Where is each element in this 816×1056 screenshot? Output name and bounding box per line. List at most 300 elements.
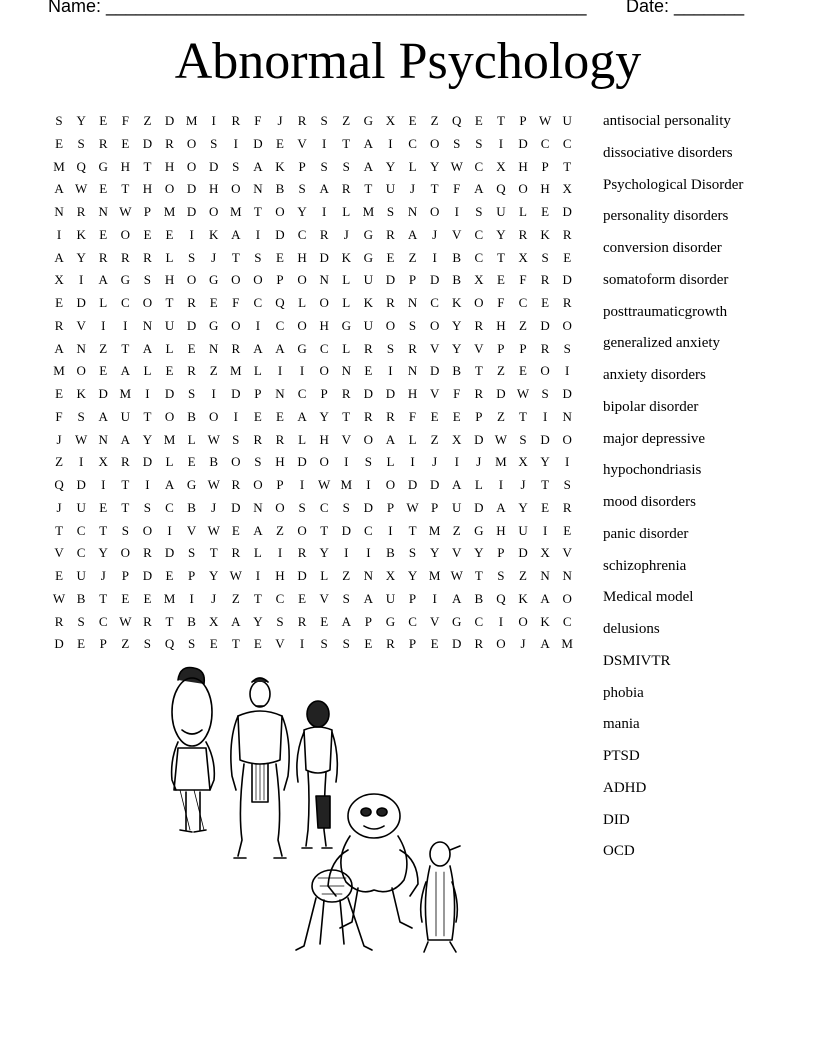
word-list-item: Medical model [603, 589, 694, 606]
grid-letter: V [562, 545, 572, 561]
grid-letter: G [452, 613, 462, 629]
grid-letter: O [518, 181, 528, 197]
grid-letter: T [121, 181, 130, 197]
grid-letter: D [562, 272, 572, 288]
grid-letter: P [187, 568, 196, 583]
grid-letter: A [231, 226, 241, 242]
grid-letter: E [276, 135, 284, 151]
grid-letter: O [253, 477, 263, 492]
grid-letter: P [519, 113, 527, 128]
grid-letter: T [209, 545, 218, 561]
grid-letter: A [253, 340, 263, 356]
grid-letter: S [541, 386, 549, 401]
grid-letter: R [98, 249, 108, 265]
grid-letter: I [101, 317, 106, 333]
grid-letter: M [185, 113, 198, 128]
grid-letter: E [165, 363, 174, 379]
grid-letter: E [430, 636, 439, 652]
grid-letter: J [211, 590, 217, 606]
word-list-item: mood disorders [603, 494, 696, 510]
grid-letter: K [363, 295, 374, 310]
grid-letter: D [407, 477, 418, 492]
grid-letter: K [540, 613, 550, 629]
grid-letter: T [342, 408, 351, 424]
grid-letter: S [497, 568, 505, 583]
grid-letter: P [519, 340, 527, 356]
grid-letter: H [319, 317, 329, 333]
grid-letter: D [275, 226, 285, 242]
grid-letter: T [519, 408, 527, 424]
grid-letter: H [275, 454, 285, 470]
grid-letter: A [120, 431, 131, 447]
grid-letter: N [407, 363, 418, 379]
grid-letter: D [341, 522, 351, 538]
grid-letter: R [231, 340, 241, 356]
grid-letter: T [121, 499, 130, 515]
grid-letter: Y [297, 204, 307, 219]
grid-letter: D [231, 499, 241, 515]
grid-letter: D [429, 477, 440, 492]
grid-letter: I [410, 454, 415, 470]
grid-letter: G [209, 317, 219, 333]
grid-letter: S [143, 272, 152, 288]
grid-letter: D [253, 135, 263, 151]
grid-letter: V [341, 431, 351, 447]
page-title: Abnormal Psychology [174, 33, 642, 90]
grid-letter: N [407, 295, 418, 310]
grid-letter: I [56, 226, 62, 242]
grid-letter: D [562, 204, 572, 219]
grid-letter: W [538, 113, 552, 128]
grid-letter: P [121, 568, 129, 583]
grid-letter: S [320, 158, 328, 174]
grid-letter: A [231, 613, 241, 629]
grid-letter: P [541, 158, 549, 174]
grid-letter: C [562, 135, 572, 151]
grid-letter: C [518, 295, 528, 310]
grid-letter: C [165, 499, 174, 515]
grid-letter: O [164, 181, 175, 197]
grid-letter: Z [452, 522, 461, 538]
grid-letter: C [253, 295, 263, 310]
word-list-item: anxiety disorders [603, 367, 706, 383]
grid-letter: E [99, 226, 108, 242]
grid-letter: R [341, 181, 351, 197]
penguin-figure [421, 842, 460, 952]
grid-letter: M [163, 431, 176, 447]
grid-letter: L [253, 363, 262, 379]
grid-letter: S [187, 545, 196, 561]
grid-letter: U [76, 499, 86, 515]
grid-letter: H [540, 181, 550, 197]
grid-letter: I [299, 636, 305, 652]
grid-letter: I [322, 204, 327, 219]
grid-letter: Q [496, 181, 506, 197]
grid-letter: Y [429, 158, 440, 174]
grid-letter: P [143, 204, 152, 219]
grid-letter: R [297, 613, 307, 629]
grid-letter: Z [276, 522, 284, 538]
grid-letter: S [408, 545, 417, 561]
grid-letter: L [165, 454, 174, 470]
grid-letter: R [231, 477, 241, 492]
grid-letter: L [386, 454, 395, 470]
grid-letter: F [453, 181, 461, 197]
grid-letter: H [164, 272, 175, 288]
grid-letter: D [540, 317, 550, 333]
grid-letter: P [99, 636, 107, 652]
grid-letter: H [142, 181, 153, 197]
grid-letter: S [342, 636, 350, 652]
word-list [603, 109, 743, 871]
grid-letter: C [408, 613, 417, 629]
grid-letter: I [255, 317, 261, 333]
grid-letter: Q [54, 477, 64, 492]
grid-letter: L [519, 204, 527, 219]
grid-letter: I [145, 477, 150, 492]
grid-letter: H [275, 568, 285, 583]
grid-letter: R [253, 431, 263, 447]
grid-letter: Y [429, 545, 440, 561]
grid-letter: O [231, 272, 241, 288]
grid-letter: R [540, 340, 550, 356]
grid-letter: B [452, 249, 462, 265]
grid-letter: E [430, 408, 439, 424]
grid-letter: L [165, 249, 174, 265]
grid-letter: I [145, 386, 150, 401]
grid-letter: N [562, 408, 572, 424]
word-list-item: panic disorder [603, 525, 689, 542]
grid-letter: N [142, 317, 153, 333]
grid-letter: T [231, 636, 240, 652]
grid-letter: D [518, 135, 528, 151]
grid-letter: I [189, 590, 194, 606]
grid-letter: U [518, 522, 528, 538]
word-list-item: personality disorders [603, 208, 729, 225]
grid-letter: J [211, 249, 217, 265]
grid-letter: O [275, 499, 285, 515]
grid-letter: M [340, 477, 353, 492]
grid-letter: V [452, 545, 462, 561]
grid-letter: G [363, 113, 374, 128]
grid-letter: B [187, 408, 196, 424]
grid-letter: X [385, 113, 396, 128]
grid-letter: N [341, 363, 351, 379]
grid-letter: A [275, 340, 285, 356]
grid-letter: A [164, 477, 175, 492]
grid-letter: S [187, 249, 196, 265]
grid-letter: P [276, 272, 284, 288]
grid-letter: E [121, 135, 130, 151]
grid-letter: M [163, 590, 176, 606]
grid-letter: I [565, 454, 570, 470]
letter-grid [48, 110, 578, 656]
grid-letter: V [319, 590, 329, 606]
grid-letter: Y [496, 226, 506, 242]
grid-letter: T [55, 522, 64, 538]
grid-letter: U [452, 499, 462, 515]
grid-letter: B [187, 613, 196, 629]
grid-letter: D [319, 249, 329, 265]
grid-letter: S [77, 408, 85, 424]
grid-letter: A [540, 590, 550, 606]
grid-letter: R [386, 636, 395, 652]
grid-letter: H [297, 249, 307, 265]
grid-letter: S [475, 135, 483, 151]
grid-letter: T [99, 522, 108, 538]
grid-letter: R [319, 226, 329, 242]
grid-letter: W [450, 158, 463, 174]
grid-letter: G [297, 340, 307, 356]
grid-letter: A [474, 181, 484, 197]
grid-letter: Z [342, 568, 351, 583]
grid-letter: C [364, 522, 373, 538]
grid-letter: E [165, 226, 174, 242]
grid-letter: V [429, 613, 440, 629]
grid-letter: Z [231, 590, 240, 606]
grid-letter: J [211, 499, 217, 515]
grid-letter: F [519, 272, 527, 288]
grid-letter: A [540, 636, 550, 652]
word-list-item: bipolar disorder [603, 398, 699, 415]
grid-letter: J [56, 499, 62, 515]
grid-letter: T [165, 295, 174, 310]
loincloth-figure [231, 678, 289, 858]
grid-letter: A [363, 158, 374, 174]
grid-letter: B [452, 363, 462, 379]
grid-letter: Y [518, 499, 528, 515]
grid-letter: H [319, 431, 329, 447]
grid-letter: O [319, 295, 329, 310]
grid-letter: O [120, 545, 131, 561]
grid-letter: I [366, 477, 371, 492]
grid-letter: E [276, 249, 284, 265]
grid-letter: U [385, 181, 396, 197]
grid-letter: S [541, 249, 549, 265]
grid-letter: N [540, 568, 550, 583]
grid-letter: X [496, 158, 506, 174]
grid-letter: C [562, 613, 572, 629]
grid-letter: G [474, 522, 484, 538]
grid-letter: Y [452, 340, 462, 356]
grid-letter: M [428, 568, 441, 583]
grid-letter: H [164, 158, 175, 174]
grid-letter: M [362, 204, 375, 219]
grid-letter: Z [408, 249, 417, 265]
grid-letter: S [232, 158, 240, 174]
grid-letter: I [101, 477, 106, 492]
grid-letter: Y [474, 545, 484, 561]
grid-letter: F [408, 408, 417, 424]
grid-letter: W [207, 522, 220, 538]
grid-letter: F [497, 295, 505, 310]
grid-letter: P [320, 386, 328, 401]
grid-letter: T [474, 568, 483, 583]
grid-letter: O [474, 295, 484, 310]
grid-letter: L [298, 431, 307, 447]
grid-letter: D [164, 113, 175, 128]
grid-letter: O [231, 454, 241, 470]
grid-letter: E [121, 590, 130, 606]
grid-letter: R [297, 113, 307, 128]
grid-letter: I [123, 317, 128, 333]
grid-letter: J [277, 113, 283, 128]
grid-letter: O [319, 363, 329, 379]
grid-letter: U [363, 317, 374, 333]
grid-letter: D [186, 204, 197, 219]
grid-letter: V [474, 340, 484, 356]
grid-letter: S [519, 431, 527, 447]
grid-letter: R [120, 249, 130, 265]
grid-letter: A [142, 340, 153, 356]
grid-letter: C [275, 317, 285, 333]
grid-letter: C [297, 386, 307, 401]
grid-letter: W [450, 568, 463, 583]
creatures-illustration [160, 660, 470, 960]
grid-letter: V [54, 545, 64, 561]
grid-letter: K [209, 226, 219, 242]
grid-letter: I [542, 408, 548, 424]
grid-letter: P [408, 272, 417, 288]
grid-letter: R [474, 317, 484, 333]
grid-letter: X [98, 454, 108, 470]
grid-letter: L [342, 295, 351, 310]
grid-letter: C [474, 158, 484, 174]
grid-letter: E [253, 408, 262, 424]
grid-letter: D [186, 181, 197, 197]
grid-letter: F [232, 295, 240, 310]
grid-letter: I [322, 135, 327, 151]
grid-letter: O [429, 317, 440, 333]
grid-letter: Q [496, 590, 506, 606]
grid-letter: O [297, 272, 307, 288]
grid-letter: S [386, 204, 395, 219]
grid-letter: R [275, 431, 285, 447]
grid-letter: K [341, 249, 351, 265]
grid-letter: T [143, 158, 152, 174]
grid-letter: C [319, 340, 329, 356]
grid-letter: K [76, 386, 86, 401]
grid-letter: P [276, 477, 284, 492]
grid-letter: N [275, 386, 285, 401]
grid-letter: E [563, 249, 572, 265]
grid-letter: Z [99, 340, 108, 356]
grid-letter: E [541, 499, 550, 515]
grid-letter: Y [253, 613, 263, 629]
grid-letter: S [342, 590, 350, 606]
grid-letter: B [209, 454, 219, 470]
grid-letter: A [253, 522, 263, 538]
grid-letter: R [231, 113, 241, 128]
grid-letter: A [452, 590, 462, 606]
grid-letter: S [475, 204, 483, 219]
word-list-item: dissociative disorders [603, 144, 733, 161]
grid-letter: Z [519, 317, 527, 333]
grid-letter: Y [407, 568, 418, 583]
grid-letter: E [99, 499, 108, 515]
grid-letter: E [320, 613, 329, 629]
grid-letter: T [474, 363, 483, 379]
grid-letter: O [275, 204, 285, 219]
grid-letter: C [474, 249, 484, 265]
grid-letter: H [496, 522, 506, 538]
grid-letter: S [143, 499, 152, 515]
grid-letter: A [341, 613, 351, 629]
grid-letter: N [319, 272, 329, 288]
grid-letter: I [366, 545, 371, 561]
grid-letter: D [142, 568, 153, 583]
grid-letter: I [189, 226, 194, 242]
grid-letter: I [344, 454, 349, 470]
grid-letter: T [165, 613, 174, 629]
grid-letter: R [562, 226, 572, 242]
grid-letter: S [364, 454, 372, 470]
grid-letter: M [119, 386, 132, 401]
grid-letter: V [429, 386, 440, 401]
grid-letter: D [297, 568, 307, 583]
grid-letter: D [518, 545, 528, 561]
grid-letter: O [209, 204, 219, 219]
grid-letter: I [233, 135, 238, 151]
grid-letter: E [187, 454, 196, 470]
grid-letter: I [432, 249, 437, 265]
worksheet-header [48, 0, 768, 20]
grid-letter: I [344, 545, 349, 561]
grid-letter: I [388, 522, 393, 538]
grid-letter: A [54, 340, 64, 356]
grid-letter: L [187, 431, 196, 447]
grid-letter: O [385, 317, 396, 333]
grid-letter: L [408, 431, 417, 447]
masked-figure [297, 701, 337, 848]
grid-letter: Z [342, 113, 351, 128]
grid-letter: X [518, 249, 528, 265]
grid-letter: R [297, 545, 307, 561]
grid-letter: D [164, 386, 175, 401]
grid-letter: R [474, 636, 484, 652]
grid-letter: R [386, 226, 395, 242]
grid-letter: I [78, 272, 84, 288]
grid-letter: D [231, 386, 241, 401]
grid-letter: B [474, 590, 484, 606]
word-list-item: ADHD [603, 779, 647, 796]
grid-letter: L [253, 545, 262, 561]
grid-letter: M [163, 204, 176, 219]
grid-letter: A [54, 181, 64, 197]
grid-letter: I [498, 135, 504, 151]
big-head-figure [172, 668, 215, 833]
grid-letter: I [277, 545, 283, 561]
grid-letter: J [520, 477, 526, 492]
grid-letter: M [230, 204, 242, 219]
grid-letter: N [98, 204, 108, 219]
grid-letter: W [52, 590, 66, 606]
grid-letter: D [164, 545, 175, 561]
word-list-item: DID [603, 811, 630, 828]
grid-letter: I [432, 590, 437, 606]
word-list-item: DSMIVTR [603, 652, 671, 669]
grid-letter: E [143, 590, 152, 606]
grid-letter: Z [209, 363, 218, 379]
grid-letter: E [253, 636, 262, 652]
grid-letter: A [452, 477, 462, 492]
grid-letter: O [319, 454, 329, 470]
name-line: Name: ________________________________________________ [48, 0, 587, 16]
word-list-item: Psychological Disorder [603, 176, 744, 193]
grid-letter: V [452, 226, 462, 242]
grid-letter: A [253, 158, 263, 174]
grid-letter: N [253, 181, 263, 197]
